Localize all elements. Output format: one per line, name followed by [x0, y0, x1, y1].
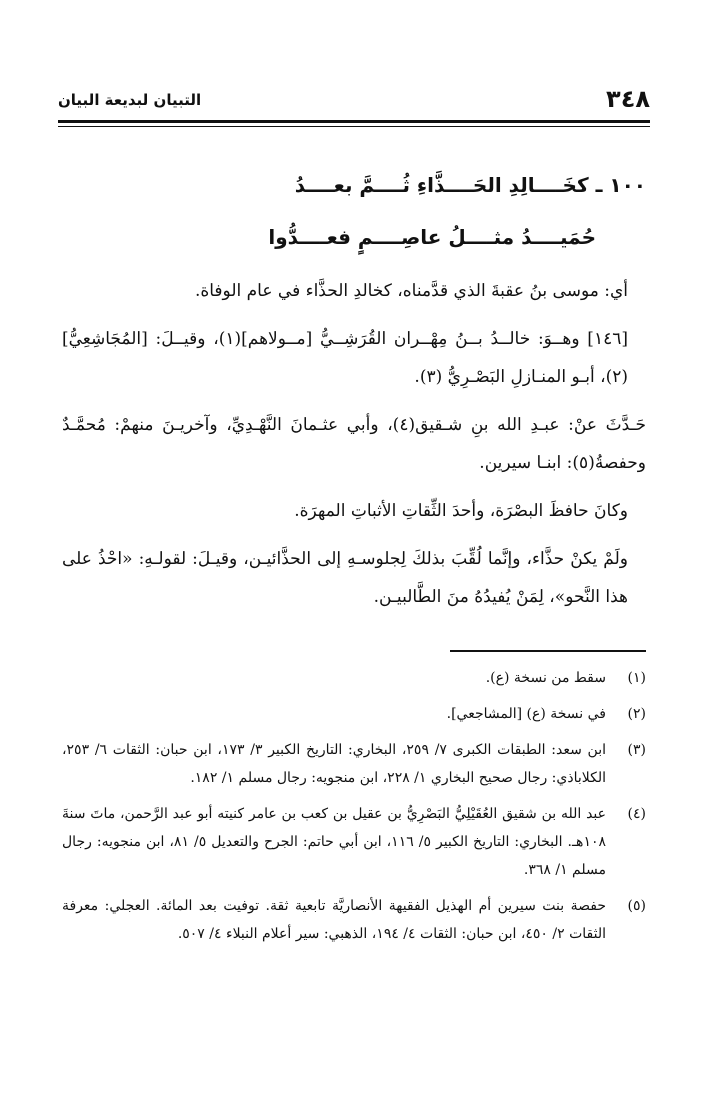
- paragraph: [١٤٦] وهــوَ: خالــدُ بــنُ مِهْــران القُرَشِــيُّ [مــولاهم](١)، وقيــلَ: [المُجَاشِعِيُّ](٢)، أبـو المنـازلِ البَصْـرِيُّ (٣).: [62, 329, 628, 387]
- footnote-number: (٢): [627, 706, 646, 722]
- footnote-text: عبد الله بن شقيق العُقَيْلِيُّ البَصْرِيُّ بن عقيل بن كعب بن عامر كنيته أبو عبد الرَّحمن، ماتَ سنةَ ١٠٨هـ. البخاري: التاريخ الكبير ٥/ ١١٦، ابن أبي حاتم: الجرح والتعديل ٥/ ٨١، ابن منجويه: رجال مسلم ١/ ٣٦٨.: [62, 806, 606, 878]
- footnote-text: سقط من نسخة (ع).: [485, 670, 606, 686]
- footnote: [62, 736, 646, 792]
- footnote-text: في نسخة (ع) [المشاجعي].: [446, 706, 606, 722]
- footnote-separator: [450, 650, 646, 652]
- footnote: [62, 664, 646, 692]
- running-title: التبيان لبديعة البيان: [58, 91, 202, 109]
- footnote: [62, 800, 646, 884]
- footnote-number: (٣): [627, 742, 646, 758]
- header-rule-thick: [58, 120, 650, 123]
- verse-line-2: حُمَيــــدُ مثــــلُ عاصِــــمٍ فعــــدُّوا: [268, 225, 596, 249]
- footnote-text: ابن سعد: الطبقات الكبرى ٧/ ٢٥٩، البخاري: التاريخ الكبير ٣/ ١٧٣، ابن حبان: الثقات ٦/ ٢٥٣، الكلاباذي: رجال صحيح البخاري ١/ ٢٢٨، ابن منجويه: رجال مسلم ١/ ١٨٢.: [62, 742, 606, 786]
- page-number: ٣٤٨: [606, 85, 650, 113]
- footnote: [62, 700, 646, 728]
- paragraph: ولَمْ يكنْ حذَّاء، وإنَّما لُقِّبَ بذلكَ لِجلوسـهِ إلى الحذَّائيـن، وقيـلَ: لقولـهِ: «احْذُ على هذا النَّحو»، لِمَنْ يُفيدُهُ منَ الطَّالبيـن.: [62, 549, 628, 607]
- footnote-number: (٤): [627, 806, 646, 822]
- verse-line-1: ١٠٠ ـ كخَــــالِدِ الحَــــذَّاءِ ثُــــمَّ بعــــدُ: [294, 173, 646, 197]
- paragraph: أي: موسى بنُ عقبةَ الذي قدَّمناه، كخالدِ الحذَّاء في عام الوفاة.: [194, 281, 628, 301]
- page-header: [58, 84, 650, 114]
- header-rule-thin: [58, 126, 650, 127]
- footnote-text: حفصة بنت سيرين أم الهذيل الفقيهة الأنصاريَّة تابعية ثقة. توفيت بعد المائة. العجلي: معرفة الثقات ٢/ ٤٥٠، ابن حبان: الثقات ٤/ ١٩٤، الذهبي: سير أعلام النبلاء ٤/ ٥٠٧.: [62, 898, 606, 942]
- footnote: [62, 892, 646, 948]
- footnote-number: (٥): [627, 898, 646, 914]
- paragraph: وكانَ حافظَ البصْرَة، وأحدَ الثِّقاتِ الأثباتِ المهرَة.: [294, 501, 628, 521]
- main-text: [62, 168, 646, 626]
- footnotes: [62, 664, 646, 956]
- paragraph: حَـدَّثَ عنْ: عبـدِ الله بنِ شـقيق(٤)، وأبي عثـمانَ النَّهْـدِيِّ، وآخريـنَ منهمْ: مُحمَّـدٌ وحفصةُ(٥): ابنـا سيرين.: [62, 415, 646, 473]
- footnote-number: (١): [627, 670, 646, 686]
